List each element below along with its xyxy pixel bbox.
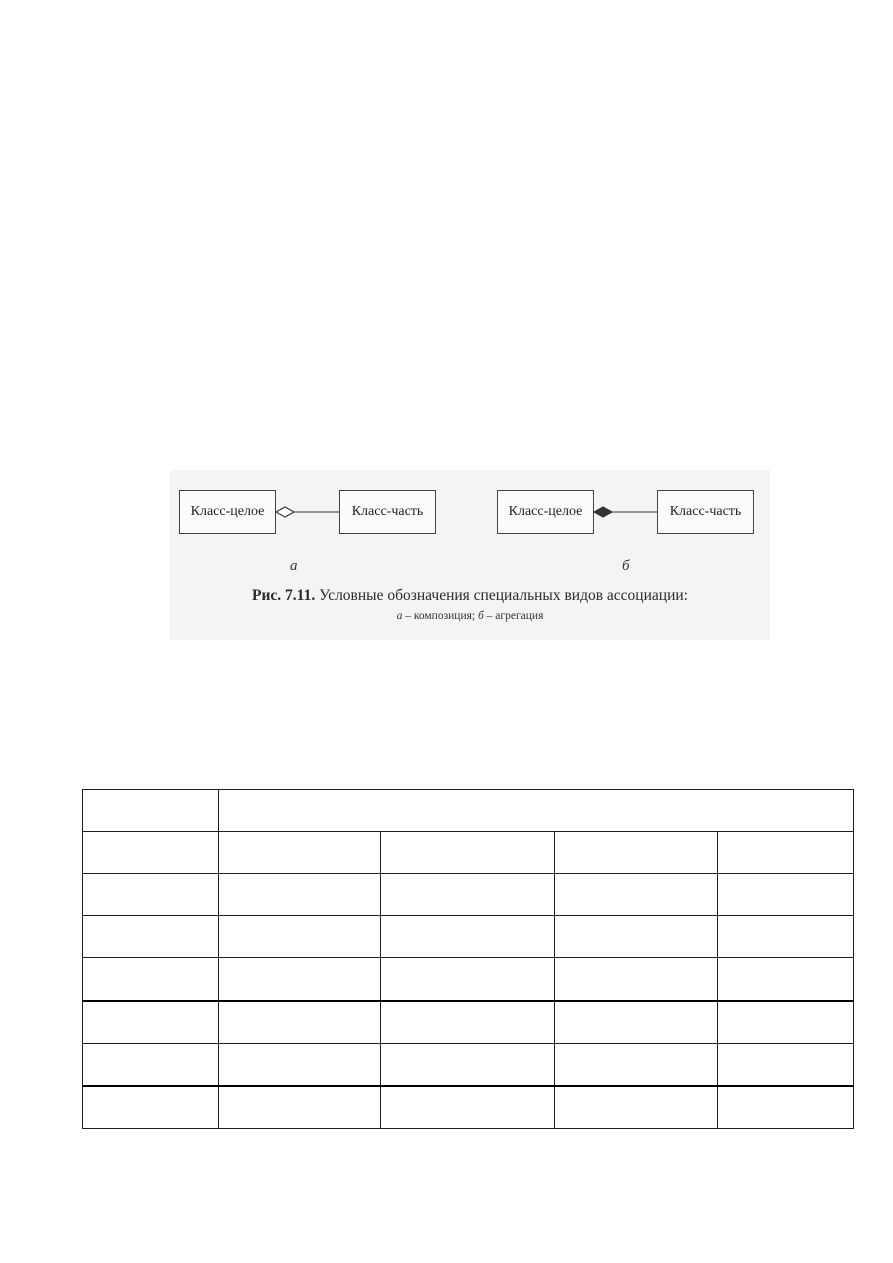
table-cell	[83, 1043, 219, 1086]
caption-number: Рис. 7.11.	[252, 587, 316, 604]
figure-subcaption	[170, 610, 770, 622]
table-cell	[83, 916, 219, 958]
table-cell	[718, 1001, 854, 1044]
table-cell	[83, 1086, 219, 1129]
table-cell	[555, 916, 718, 958]
class-part-label-b: Класс-часть	[669, 504, 742, 519]
subcaption-b-marker: б	[477, 610, 484, 622]
table-cell	[83, 874, 219, 916]
empty-table	[82, 789, 854, 1129]
table-cell	[219, 832, 381, 874]
table-cell	[381, 1043, 555, 1086]
table-row	[83, 916, 854, 958]
table-cell	[381, 832, 555, 874]
diagram-a-label: а	[290, 558, 298, 574]
subcaption-a-marker: а	[396, 610, 403, 622]
class-part-label-a: Класс-часть	[351, 504, 424, 519]
table-cell	[555, 1086, 718, 1129]
table-cell	[718, 874, 854, 916]
table-cell	[219, 958, 381, 1001]
table-cell	[83, 958, 219, 1001]
table-cell	[718, 916, 854, 958]
table-row	[83, 1086, 854, 1129]
caption-text: Условные обозначения специальных видов ассоциации:	[319, 587, 688, 604]
table-row	[83, 958, 854, 1001]
table-cell	[219, 916, 381, 958]
table-cell	[555, 958, 718, 1001]
table-cell	[555, 874, 718, 916]
table-cell	[219, 1043, 381, 1086]
subcaption-b-text: – агрегация	[486, 610, 544, 622]
table-cell	[219, 1086, 381, 1129]
composition-connector-filled-diamond	[594, 504, 657, 520]
table-row	[83, 1001, 854, 1044]
class-whole-label-a: Класс-целое	[190, 504, 265, 519]
table-cell	[555, 1001, 718, 1044]
class-whole-label-b: Класс-целое	[508, 504, 583, 519]
table-cell	[718, 832, 854, 874]
class-whole-box-b	[497, 490, 594, 534]
table-cell	[83, 790, 219, 832]
table-cell	[219, 790, 854, 832]
aggregation-connector-hollow-diamond	[276, 504, 339, 520]
table-cell	[219, 874, 381, 916]
table-cell	[381, 916, 555, 958]
table-header-row	[83, 790, 854, 832]
table-cell	[555, 1043, 718, 1086]
table-cell	[718, 958, 854, 1001]
table-cell	[718, 1086, 854, 1129]
table-cell	[381, 874, 555, 916]
table-row	[83, 1043, 854, 1086]
table-cell	[219, 1001, 381, 1044]
class-part-box-a	[339, 490, 436, 534]
table-row	[83, 832, 854, 874]
figure-7-11	[170, 470, 770, 640]
table-cell	[83, 1001, 219, 1044]
diagram-b-label: б	[622, 558, 630, 574]
table-cell	[381, 1086, 555, 1129]
subcaption-a-text: – композиция;	[405, 610, 476, 622]
table-row	[83, 874, 854, 916]
class-whole-box-a	[179, 490, 276, 534]
table-cell	[83, 832, 219, 874]
table-cell	[718, 1043, 854, 1086]
table-cell	[381, 958, 555, 1001]
table-cell	[381, 1001, 555, 1044]
figure-caption	[170, 587, 770, 605]
class-part-box-b	[657, 490, 754, 534]
table-cell	[555, 832, 718, 874]
